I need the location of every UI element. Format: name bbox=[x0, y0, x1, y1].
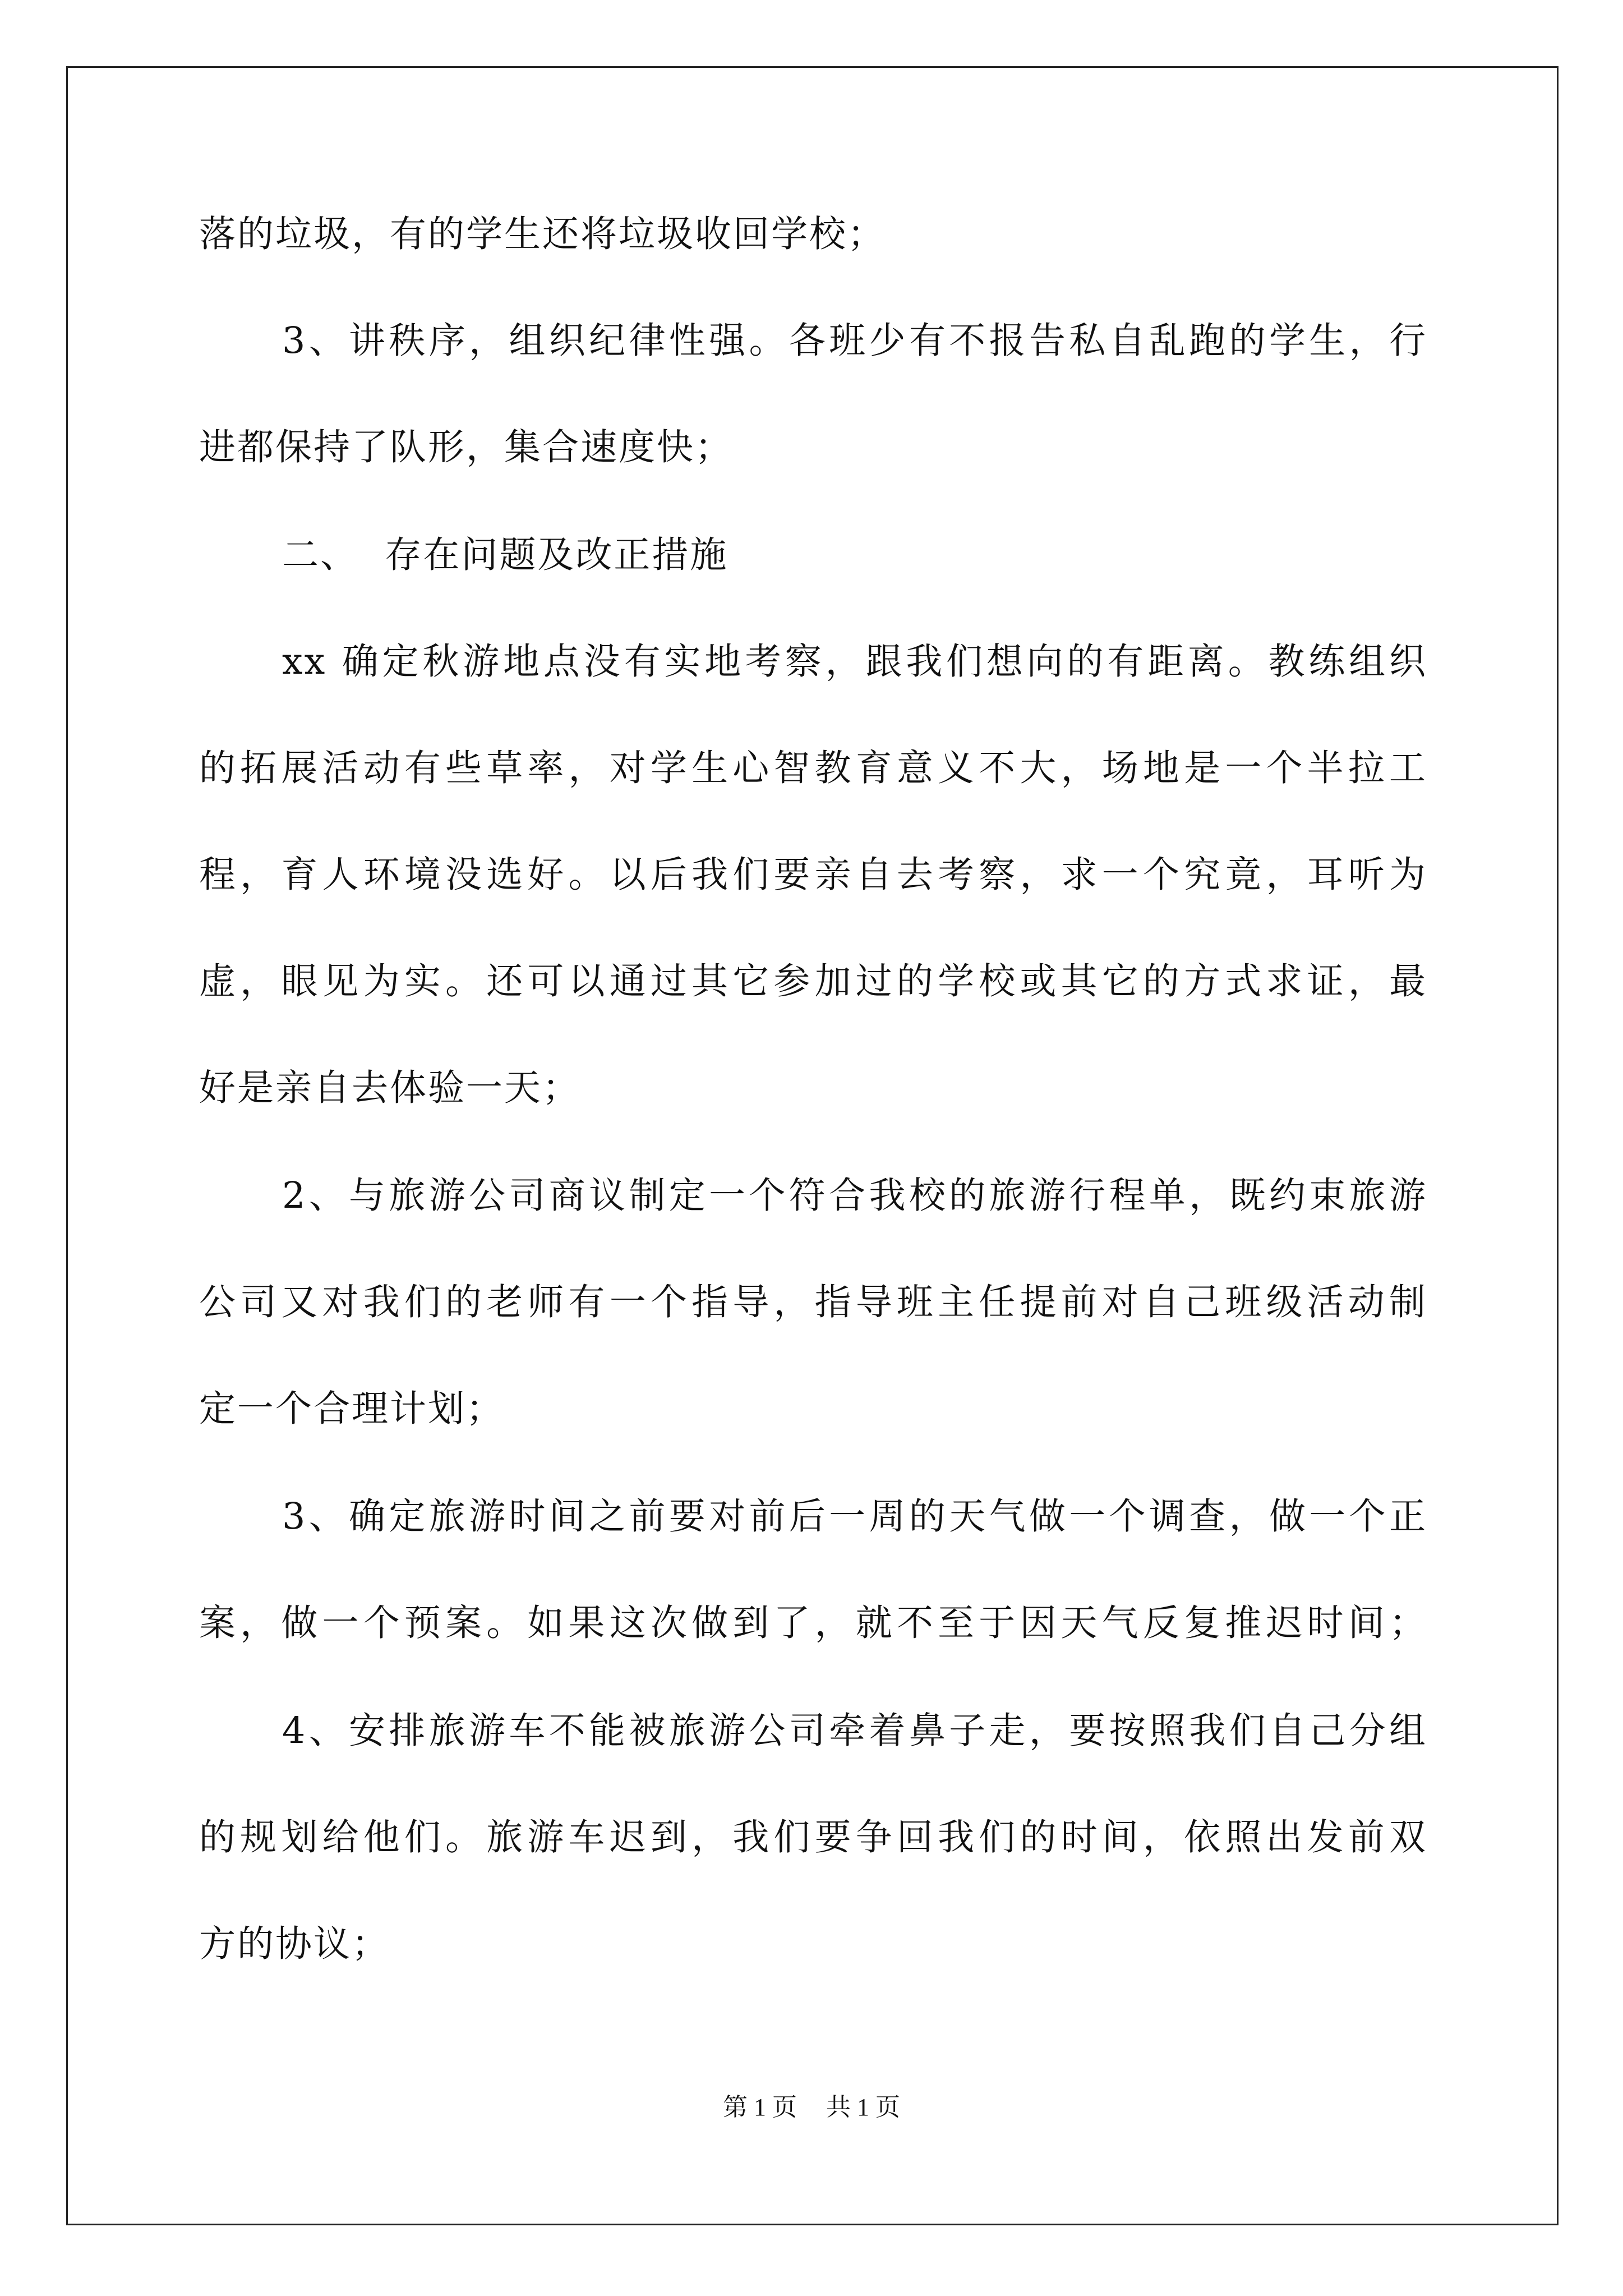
text-line: 方的协议； bbox=[199, 1923, 390, 1965]
text-line: 案，做一个预案。如果这次做到了，就不至于因天气反复推迟时间； bbox=[199, 1602, 1427, 1644]
text-line: 的规划给他们。旅游车迟到，我们要争回我们的时间，依照出发前双 bbox=[199, 1816, 1427, 1858]
page-total: 共 1 页 bbox=[826, 2093, 900, 2121]
text-line: 2、与旅游公司商议制定一个符合我校的旅游行程单，既约束旅游 bbox=[282, 1175, 1427, 1217]
text-line: 落的垃圾，有的学生还将垃圾收回学校； bbox=[199, 213, 886, 255]
text-line: 4、安排旅游车不能被旅游公司牵着鼻子走，要按照我们自己分组 bbox=[282, 1710, 1427, 1752]
text-line: 的拓展活动有些草率，对学生心智教育意义不大，场地是一个半拉工 bbox=[199, 747, 1427, 789]
text-line: xx 确定秋游地点没有实地考察，跟我们想向的有距离。教练组织 bbox=[282, 641, 1427, 683]
text-line: 程，育人环境没选好。以后我们要亲自去考察，求一个究竟，耳听为 bbox=[199, 854, 1427, 896]
text-line: 好是亲自去体验一天； bbox=[199, 1067, 581, 1109]
page-number: 第 1 页 bbox=[723, 2093, 797, 2121]
text-line: 3、讲秩序，组织纪律性强。各班少有不报告私自乱跑的学生，行 bbox=[282, 320, 1427, 362]
section-heading: 二、 存在问题及改正措施 bbox=[282, 534, 728, 576]
text-line: 定一个合理计划； bbox=[199, 1388, 505, 1430]
page-border bbox=[66, 66, 1559, 2225]
text-line: 3、确定旅游时间之前要对前后一周的天气做一个调查，做一个正 bbox=[282, 1496, 1427, 1538]
page-footer bbox=[0, 2091, 1623, 2124]
text-line: 虚，眼见为实。还可以通过其它参加过的学校或其它的方式求证，最 bbox=[199, 960, 1427, 1002]
text-line: 公司又对我们的老师有一个指导，指导班主任提前对自己班级活动制 bbox=[199, 1281, 1427, 1323]
text-line: 进都保持了队形，集合速度快； bbox=[199, 426, 734, 468]
